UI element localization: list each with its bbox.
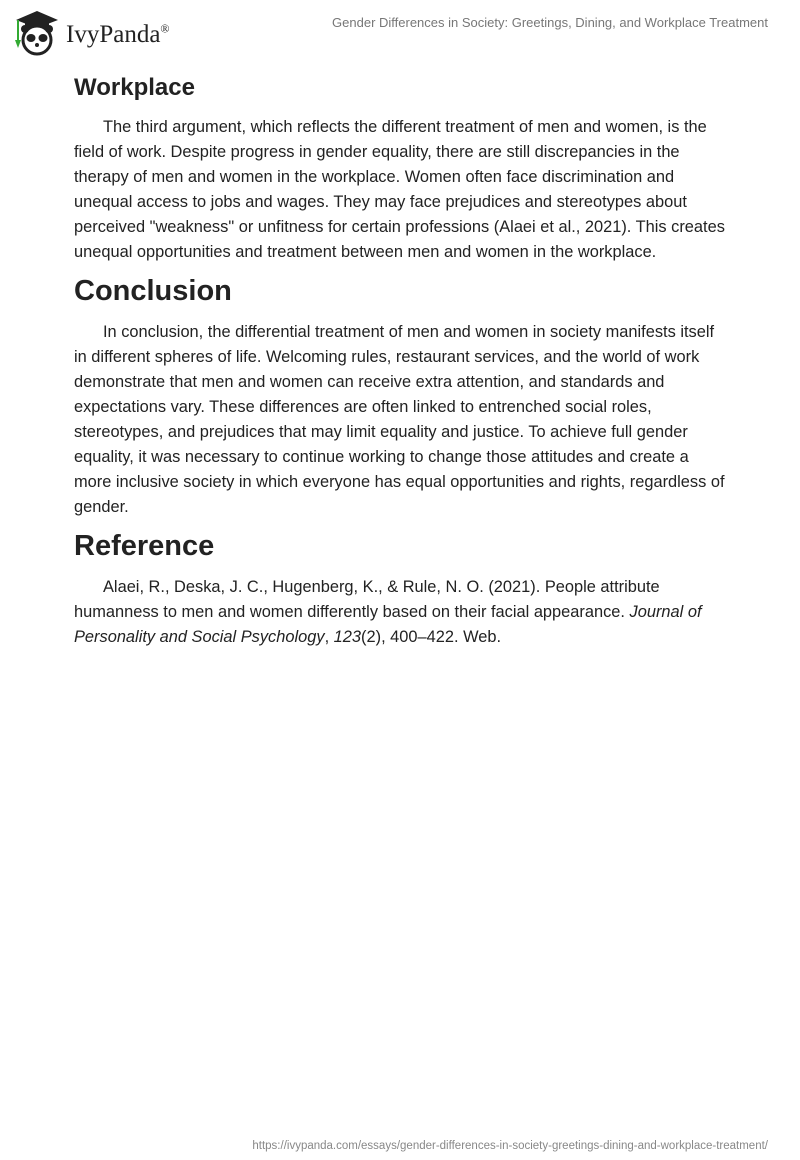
essay-content	[74, 70, 726, 650]
conclusion-paragraph: In conclusion, the differential treatment of men and women in society manifests itself in different spheres of life. Welcoming rules, restaurant services, and the world of work demonstrate that men and women can receive extra attention, and standards and expectations vary. These differences are often linked to entrenched social roles, stereotypes, and prejudices that may limit equality and justice. To achieve full gender equality, it was necessary to continue working to change those attitudes and create a more inclusive society in which everyone has equal opportunities and rights, regardless of gender.	[74, 323, 725, 516]
ivypanda-logo[interactable]	[12, 8, 170, 56]
section-heading-workplace: Workplace	[74, 74, 195, 101]
reference-entry: Alaei, R., Deska, J. C., Hugenberg, K., & Rule, N. O. (2021). People attribute humanness to men and women differently based on their facial appearance. Journal of Personality and Social Psychology, 123(2), 400–422. Web.	[74, 578, 702, 646]
section-heading-conclusion: Conclusion	[74, 275, 232, 307]
panda-logo-icon	[12, 8, 62, 56]
workplace-paragraph: The third argument, which reflects the different treatment of men and women, is the field of work. Despite progress in gender equality, there are still discrepancies in the therapy of men and women in the workplace. Women often face discrimination and unequal access to jobs and wages. They may face prejudices and stereotypes about perceived "weakness" or unfitness for certain professions (Alaei et al., 2021). This creates unequal opportunities and treatment between men and women in the workplace.	[74, 118, 725, 261]
document-title: Gender Differences in Society: Greetings, Dining, and Workplace Treatment	[332, 15, 768, 30]
source-url[interactable]: https://ivypanda.com/essays/gender-differences-in-society-greetings-dining-and-workplace-treatment/	[252, 1140, 768, 1152]
logo-text: IvyPanda®	[66, 21, 170, 48]
section-heading-reference: Reference	[74, 530, 215, 562]
